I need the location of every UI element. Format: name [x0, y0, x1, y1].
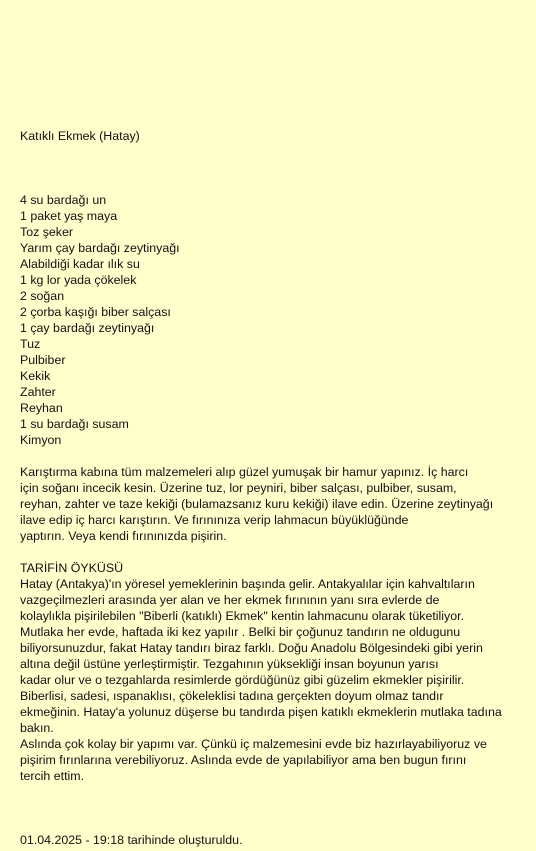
ingredient-item: Kimyon [20, 433, 62, 447]
ingredient-item: 1 çay bardağı zeytinyağı [20, 321, 155, 335]
instructions-line: reyhan, zahter ve taze kekiği (bulamazsanız kuru kekiği) ilave edin. Üzerine zeytinyağı [20, 497, 494, 511]
instructions-line: yaptırın. Veya kendi fırınınızda pişirin. [20, 529, 227, 543]
story-line: Biberlisi, sadesi, ıspanaklısı, çökeleklisi tadına gerçekten doyum olmaz tandır [20, 689, 444, 703]
instructions-line: için soğanı incecik kesin. Üzerine tuz, lor peyniri, biber salçası, pulbiber, susam, [20, 481, 457, 495]
ingredient-item: 2 çorba kaşığı biber salçası [20, 305, 171, 319]
story-line: bakın. [20, 721, 54, 735]
ingredient-item: Tuz [20, 337, 41, 351]
instructions-line: ilave edip iç harcı karıştırın. Ve fırınınıza verip lahmacun büyüklüğünde [20, 513, 409, 527]
story-paragraph [20, 576, 520, 784]
ingredient-item: 1 kg lor yada çökelek [20, 273, 137, 287]
story-line: vazgeçilmezleri arasında yer alan ve her ekmek fırınının yanı sıra evlerde de [20, 593, 440, 607]
story-line: tercih ettim. [20, 769, 85, 783]
story-line: pişirim fırınlarına verebiliyoruz. Aslında evde de yapılabiliyor ama ben bugun fırını [20, 753, 467, 767]
ingredient-item: Kekik [20, 369, 51, 383]
created-timestamp: 01.04.2025 - 19:18 tarihinde oluşturuldu. [20, 833, 243, 847]
ingredient-list [20, 192, 180, 448]
ingredient-item: Pulbiber [20, 353, 66, 367]
ingredient-item: Toz şeker [20, 225, 74, 239]
story-line: biliyorsunuzdur, fakat Hatay tandırı biraz farklı. Doğu Anadolu Bölgesindeki gibi yerin [20, 641, 483, 655]
story-line: kolaylıkla pişirilebilen "Biberli (katıklı) Ekmek" kentin lahmacunu olarak tüketiliyor. [20, 609, 465, 623]
recipe-title: Katıklı Ekmek (Hatay) [20, 129, 140, 143]
ingredient-item: 1 paket yaş maya [20, 209, 118, 223]
ingredient-item: 2 soğan [20, 289, 65, 303]
ingredient-item: 1 su bardağı susam [20, 417, 129, 431]
story-line: Hatay (Antakya)'ın yöresel yemeklerinin başında gelir. Antakyalılar için kahvaltıların [20, 577, 475, 591]
story-line: altına değil üstüne yerleştirmiştir. Tezgahının yüksekliği insan boyunun yarısı [20, 657, 439, 671]
story-line: ekmeğinin. Hatay'a yolunuz düşerse bu tandırda pişen katıklı ekmeklerin mutlaka tadına [20, 705, 502, 719]
story-line: Aslında çok kolay bir yapımı var. Çünkü iç malzemesini evde biz hazırlayabiliyoruz ve [20, 737, 487, 751]
ingredient-item: Alabildiği kadar ılık su [20, 257, 140, 271]
instructions-line: Karıştırma kabına tüm malzemeleri alıp güzel yumuşak bir hamur yapınız. İç harcı [20, 465, 469, 479]
ingredient-item: Yarım çay bardağı zeytinyağı [20, 241, 180, 255]
instructions-paragraph [20, 464, 520, 544]
ingredient-item: Reyhan [20, 401, 63, 415]
story-line: kadar olur ve o tezgahlarda resimlerde gördüğünüz gibi güzelim ekmekler pişirilir. [20, 673, 465, 687]
ingredient-item: 4 su bardağı un [20, 193, 107, 207]
story-heading: TARİFİN ÖYKÜSÜ [20, 561, 124, 575]
ingredient-item: Zahter [20, 385, 56, 399]
story-line: Mutlaka her evde, haftada iki kez yapılır . Belki bir çoğunuz tandırın ne oldugunu [20, 625, 461, 639]
